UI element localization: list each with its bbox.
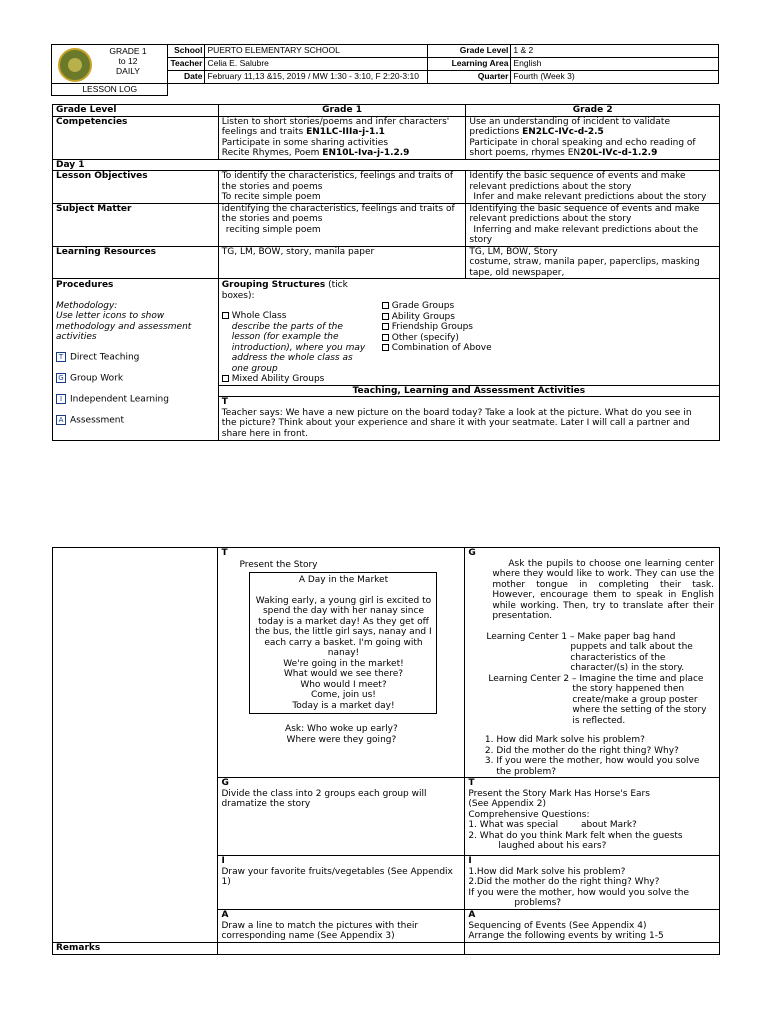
legend-label: Independent Learning [70, 394, 169, 404]
competency-code: 20L-IVc-d-1.2.9 [580, 148, 658, 158]
school-label: School [168, 45, 205, 58]
text-line: Ask: Who woke up early? [285, 724, 398, 734]
text-line: (tick [325, 280, 348, 290]
option-label: Friendship Groups [391, 322, 473, 332]
text-line: the picture? Think about your experience and share it with your seatmate. Later I will call a partner and [221, 418, 690, 428]
text-line: Draw your favorite fruits/vegetables (See Appendix [221, 866, 453, 877]
text-line: one group [231, 363, 278, 374]
checkbox-mixed-ability[interactable] [222, 375, 229, 382]
date-label: Date [168, 71, 205, 84]
grade-line-1: GRADE 1 [109, 46, 147, 56]
methodology-label: Methodology: [56, 300, 118, 311]
text-line: Infer and make relevant predictions about the story [473, 192, 707, 202]
a-code: A [221, 910, 229, 920]
text-line: address the whole class as [231, 353, 353, 363]
text-line: each carry a basket. I'm going with [264, 637, 423, 648]
text-line: methodology and assessment [56, 321, 192, 332]
text-line: Divide the class into 2 groups each group will [221, 788, 427, 799]
tla-intro [218, 397, 719, 441]
grouping-title: Grouping Structures [221, 280, 326, 290]
text-line: feelings and traits [221, 127, 307, 137]
text-line: while working. Then, try to translate after their [492, 600, 714, 611]
activity-2-g1 [218, 778, 465, 856]
text-line: Where were they going? [286, 734, 397, 745]
legend-direct-teaching [56, 352, 215, 363]
text-line: Recite Rhymes, Poem [221, 148, 323, 158]
a-code: A [468, 910, 476, 920]
legend-label: Direct Teaching [70, 352, 140, 362]
text-line: presentation. [492, 611, 553, 621]
text-line: describe the parts of the [231, 321, 343, 332]
activity-4-g2 [465, 910, 720, 943]
text-line: Sequencing of Events (See Appendix 4) [468, 920, 647, 931]
text-line: predictions [469, 127, 523, 137]
question-list [496, 735, 716, 777]
g-code: G [468, 548, 476, 558]
text-line: Arrange the following events by writing 1-5 [468, 931, 664, 941]
text-line: create/make a group poster [572, 694, 698, 705]
text-line: relevant predictions about the story [469, 214, 632, 224]
text-line: character/(s) in the story. [570, 663, 685, 673]
text-line: Inferring and make relevant predictions about the [473, 224, 699, 235]
competency-code: EN2LC-IVc-d-2.5 [522, 127, 604, 137]
lesson-log-label: LESSON LOG [52, 84, 168, 96]
col-grade-2: Grade 2 [466, 105, 720, 117]
competency-code: EN1LC-IIIa-j-1.1 [306, 127, 385, 137]
list-item: 3. If you were the mother, how would you solve the problem? [496, 756, 716, 777]
text-line: the stories and poems [221, 181, 323, 192]
story-box [249, 572, 437, 714]
activity-3-g1 [218, 856, 465, 910]
text-line: the story happened then [572, 684, 685, 694]
quarter-label: Quarter [428, 71, 511, 84]
checkbox-combination[interactable] [382, 344, 389, 351]
text-line: the stories and poems [221, 214, 323, 224]
text-line: share here in front. [221, 428, 309, 439]
text-line: Comprehensive Questions: [468, 809, 590, 820]
text-line: Draw a line to match the pictures with their [221, 920, 419, 931]
text-line: laughed about his ears? [498, 841, 607, 851]
grade-line-2: to 12 [118, 56, 138, 66]
activities-blank-cell [53, 548, 218, 943]
text-line: Teacher says: We have a new picture on the board today? Take a look at the picture. What do you see in [221, 407, 692, 418]
text-line: boxes): [221, 290, 255, 301]
header-logo-cell [52, 45, 168, 84]
learning-center-1: Learning Center 1 – Make paper bag hand [486, 631, 676, 642]
deped-seal-icon [58, 48, 92, 82]
quarter-value: Fourth (Week 3) [511, 71, 719, 84]
learning-center-2: Learning Center 2 – Imagine the time and place [488, 673, 704, 684]
t-badge-icon: T [56, 352, 66, 362]
text-line: TG, LM, BOW, Story [469, 246, 558, 257]
learning-area-value: English [511, 58, 719, 71]
text-line: 1) [221, 877, 231, 887]
option-label: Grade Groups [391, 301, 455, 311]
text-line: Come, join us! [311, 690, 376, 700]
text-line: characteristics of the [570, 652, 666, 663]
subject-g2 [466, 203, 720, 246]
grouping-cell [218, 279, 719, 386]
checkbox-whole-class[interactable] [222, 312, 229, 319]
g-code: G [221, 778, 229, 788]
text-line: lesson (for example the [231, 332, 339, 342]
day-label: Day 1 [53, 159, 720, 171]
legend-group-work [56, 373, 215, 384]
text-line: 1.How did Mark solve his problem? [468, 866, 626, 877]
text-line: relevant predictions about the story [469, 181, 632, 192]
activity-1-g2 [465, 548, 720, 778]
grade-line-3: DAILY [116, 66, 140, 76]
grade-level-label: Grade Level [428, 45, 511, 58]
tla-heading: Teaching, Learning and Assessment Activities [218, 385, 719, 397]
ask-questions [221, 724, 461, 745]
text-line: corresponding name (See Appendix 3) [221, 931, 395, 941]
g-badge-icon: G [56, 373, 66, 383]
learning-area-label: Learning Area [428, 58, 511, 71]
text-line: Waking early, a young girl is excited to [255, 595, 432, 606]
paragraph [468, 559, 716, 612]
list-item: 2. Did the mother do the right thing? Why? [496, 746, 716, 757]
checkbox-grade-groups[interactable] [382, 302, 389, 309]
checkbox-other[interactable] [382, 334, 389, 341]
text-line: To identify the characteristics, feelings and traits of [221, 171, 454, 181]
resources-g1: TG, LM, BOW, story, manila paper [218, 246, 466, 279]
legend-label: Group Work [70, 373, 124, 383]
text-line: Listen to short stories/poems and infer characters' [221, 116, 450, 127]
present-story: Present the Story [239, 559, 318, 570]
text-line: 2. What do you think Mark felt when the guests [468, 830, 683, 841]
story-title: A Day in the Market [298, 575, 389, 585]
col-grade-1: Grade 1 [218, 105, 466, 117]
text-line: (See Appendix 2) [468, 799, 546, 809]
lesson-table [52, 104, 720, 441]
text-line: reciting simple poem [225, 224, 321, 235]
text-line: Identify the basic sequence of events and make [469, 171, 686, 181]
procedures-label: Procedures [56, 280, 114, 290]
option-label: Other (specify) [391, 332, 459, 343]
header-table [51, 44, 719, 96]
col-grade-level: Grade Level [53, 105, 219, 117]
competencies-label: Competencies [53, 116, 219, 159]
text-line: Ask the pupils to choose one learning center [508, 558, 714, 569]
text-line: Today is a market day! [292, 700, 395, 711]
legend-independent [56, 394, 215, 405]
objectives-g2 [466, 171, 720, 204]
text-line: Use letter icons to show [56, 311, 165, 321]
text-line: costume, straw, manila paper, paperclips, masking [469, 257, 700, 267]
text-line: where they would like to work. They can use the [492, 569, 714, 579]
text-line: introduction), where you may [231, 342, 366, 353]
subject-g1 [218, 203, 466, 246]
activities-table [52, 547, 720, 955]
text-line: problems? [514, 898, 562, 908]
text-line: tape, old newspaper, [469, 267, 565, 278]
text-line: Identifying the basic sequence of events and make [469, 203, 700, 214]
text-line: spend the day with her nanay since [262, 606, 424, 616]
activity-1-g1 [218, 548, 465, 778]
text-line: Participate in choral speaking and echo reading of [469, 137, 696, 148]
option-label: Whole Class [231, 311, 287, 321]
school-value: PUERTO ELEMENTARY SCHOOL [205, 45, 428, 58]
grade-level-value: 1 & 2 [511, 45, 719, 58]
text-line: Use an understanding of incident to validate [469, 116, 670, 127]
text-line: To recite simple poem [221, 192, 321, 202]
t-code: T [468, 778, 475, 788]
text-line: 2.Did the mother do the right thing? Why? [468, 877, 660, 887]
text-line: short poems, rhymes EN [469, 148, 581, 158]
i-code: I [221, 856, 225, 866]
activity-3-g2 [465, 856, 720, 910]
objectives-g1 [218, 171, 466, 204]
activity-4-g1 [218, 910, 465, 943]
text-line: Participate in some sharing activities [221, 137, 389, 148]
text-line: Who would I meet? [300, 679, 387, 690]
option-label: Ability Groups [391, 311, 455, 322]
t-code: T [221, 397, 228, 407]
text-line: However, encourage them to speak in English [492, 590, 714, 600]
text-line: is reflected. [572, 715, 626, 726]
legend-assessment [56, 415, 215, 426]
remarks-g2[interactable] [465, 943, 720, 955]
option-label: Combination of Above [391, 343, 492, 353]
checkbox-friendship-groups[interactable] [382, 323, 389, 330]
i-badge-icon: I [56, 394, 66, 404]
competency-code: EN10L-Iva-j-1.2.9 [322, 148, 410, 158]
competencies-g2 [466, 116, 720, 159]
teacher-value: Celia E. Salubre [205, 58, 428, 71]
option-label: Mixed Ability Groups [231, 374, 325, 384]
subject-label: Subject Matter [53, 203, 219, 246]
text-line: What would we see there? [283, 669, 404, 679]
legend-label: Assessment [70, 415, 124, 425]
activity-2-g2 [465, 778, 720, 856]
procedures-cell [53, 279, 219, 441]
competencies-g1 [218, 116, 466, 159]
text-line: 1. What was special about Mark? [468, 820, 637, 830]
objectives-label: Lesson Objectives [53, 171, 219, 204]
text-line: puppets and talk about the [570, 642, 693, 652]
text-line: identifying the characteristics, feelings and traits of [221, 203, 455, 214]
i-code: I [468, 856, 472, 866]
resources-label: Learning Resources [53, 246, 219, 279]
text-line: mother tongue in completing their task. [492, 579, 714, 590]
text-line: We're going in the market! [283, 658, 404, 669]
a-badge-icon: A [56, 415, 66, 425]
text-line: If you were the mother, how would you solve the [468, 887, 689, 898]
text-line: Present the Story Mark Has Horse's Ears [468, 788, 650, 799]
grade-label [88, 46, 168, 76]
text-line: nanay! [327, 648, 360, 658]
text-line: today is a market day! As they get off [258, 616, 429, 627]
text-line: where the setting of the story [572, 705, 707, 715]
text-line: story [469, 235, 493, 245]
remarks-label: Remarks [53, 943, 218, 955]
checkbox-ability-groups[interactable] [382, 313, 389, 320]
text-line: activities [56, 332, 97, 342]
remarks-g1[interactable] [218, 943, 465, 955]
list-item: 1. How did Mark solve his problem? [496, 735, 716, 746]
t-code: T [221, 548, 228, 558]
teacher-label: Teacher [168, 58, 205, 71]
text-line: the bus, the little girl says, nanay and I [255, 627, 432, 637]
text-line: dramatize the story [221, 799, 311, 809]
date-value: February 11,13 &15, 2019 / MW 1:30 - 3:10, F 2:20-3:10 [205, 71, 428, 84]
resources-g2 [466, 246, 720, 279]
